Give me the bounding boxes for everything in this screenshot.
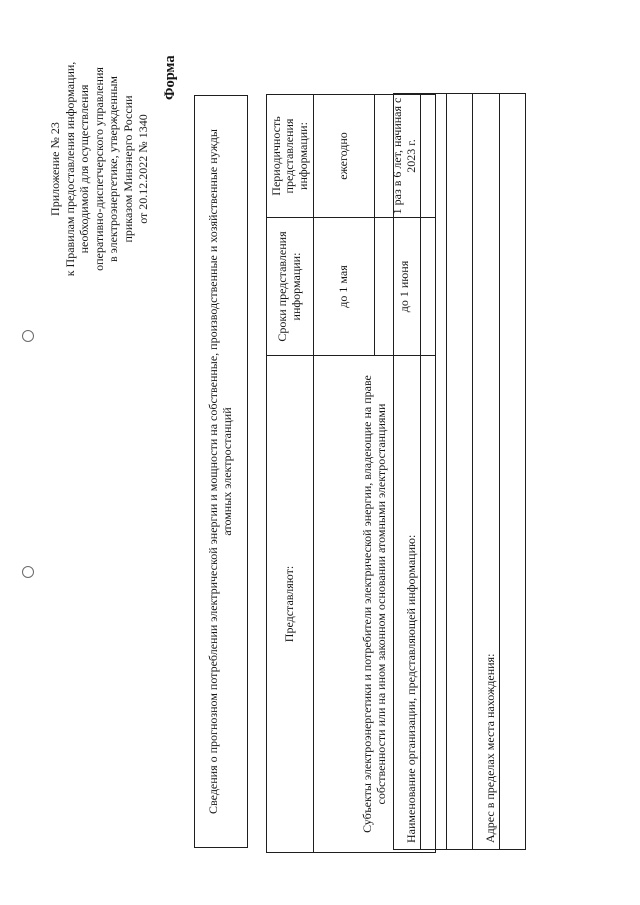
deadline-cell: до 1 июня: [375, 218, 436, 356]
appendix-line: от 20.12.2022 № 1340: [135, 114, 150, 224]
address-label: Адрес в пределах места нахождения:: [473, 94, 500, 850]
periodicity-cell: ежегодно: [314, 95, 375, 218]
deadline-cell: до 1 мая: [314, 218, 375, 356]
submitters-cell: Субъекты электроэнергетики и потребители электрической энергии, владеющие на праве собственности или на ином законном основании атомными электростанциями: [314, 356, 436, 853]
appendix-header: [48, 38, 150, 300]
spacer-row: [447, 94, 473, 850]
appendix-line: в электроэнергетике, утвержденным: [106, 75, 121, 263]
address-field[interactable]: [500, 94, 526, 850]
form-title-cell: [195, 96, 248, 848]
org-name-label: Наименование организации, представляющей информацию:: [394, 94, 421, 850]
org-name-field[interactable]: [421, 94, 447, 850]
header-periodicity: Периодичность представления информации:: [267, 95, 314, 218]
appendix-number: Приложение № 23: [48, 122, 62, 216]
header-submitters: Представляют:: [267, 356, 314, 853]
appendix-line: оперативно-диспетчерского управления: [91, 67, 106, 271]
form-label: Форма: [162, 55, 178, 100]
header-deadline: Сроки представления информации:: [267, 218, 314, 356]
appendix-line: необходимой для осуществления: [77, 84, 92, 254]
form-title-continuation: атомных электростанций: [220, 407, 234, 536]
form-title: Сведения о прогнозном потреблении электрической энергии и мощности на собственные, производственные и хозяйственные нужды: [206, 129, 221, 814]
appendix-line: приказом Минэнерго России: [120, 95, 135, 243]
form-title-box: [194, 95, 248, 848]
appendix-line: к Правилам предоставления информации,: [62, 61, 77, 277]
periodicity-cell: 1 раз в 6 лет, начиная с 2023 г.: [375, 95, 436, 218]
organization-info-table: [393, 93, 526, 850]
